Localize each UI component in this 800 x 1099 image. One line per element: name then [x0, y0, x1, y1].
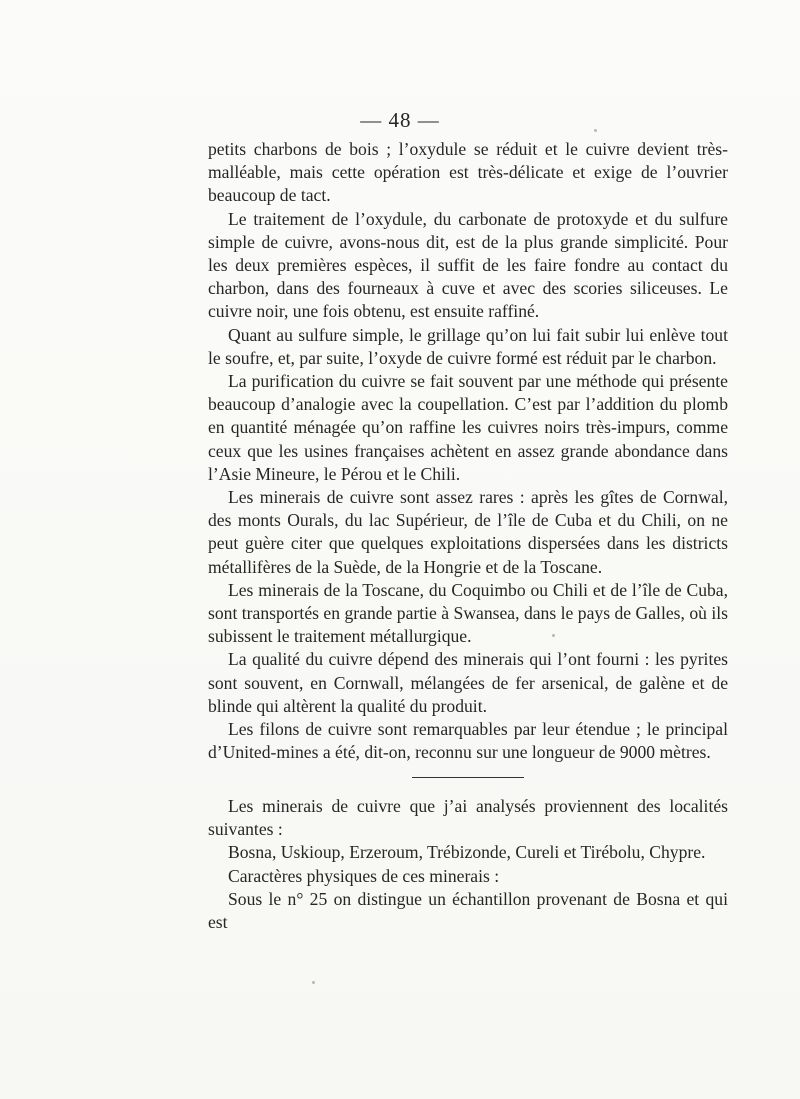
- paragraph-3: Quant au sulfure simple, le grillage qu’on lui fait subir lui enlève tout le soufre, et, par suite, l’oxyde de cuivre formé est réduit par le charbon.: [208, 324, 728, 368]
- paragraph-6: Les minerais de la Toscane, du Coquimbo ou Chili et de l’île de Cuba, sont transportés en grande partie à Swansea, dans le pays de Galles, où ils subissent le traitement métallurgique.: [208, 579, 728, 647]
- scan-speck: [594, 129, 597, 132]
- paragraph-12: Sous le n° 25 on distingue un échantillon provenant de Bosna et qui est: [208, 888, 728, 933]
- section-divider: [412, 777, 524, 778]
- paragraph-1: petits charbons de bois ; l’oxydule se réduit et le cuivre devient très-malléable, mais cette opération est très-délicate et exige de l’ouvrier beaucoup de tact.: [208, 139, 728, 206]
- paragraph-2: Le traitement de l’oxydule, du carbonate de protoxyde et du sulfure simple de cuivre, avons-nous dit, est de la plus grande simplicité. Pour les deux premières espèces, il suffit de les faire fondre au contact du charbon, dans des fourneaux à cuve et avec des scories siliceuses. Le cuivre noir, une fois obtenu, est ensuite raffiné.: [208, 208, 728, 322]
- body-text-section-1: [208, 138, 728, 764]
- page-number: — 48 —: [360, 108, 440, 132]
- paragraph-5: Les minerais de cuivre sont assez rares : après les gîtes de Cornwal, des monts Ourals, du lac Supérieur, de l’île de Cuba et du Chili, on ne peut guère citer que quelques exploitations dispersées dans les districts métallifères de la Suède, de la Hongrie et de la Toscane.: [208, 487, 728, 577]
- paragraph-7: La qualité du cuivre dépend des minerais qui l’ont fourni : les pyrites sont souvent, en Cornwall, mélangées de fer arsenical, de galène et de blinde qui altèrent la qualité du produit.: [208, 649, 728, 716]
- scan-speck: [552, 634, 555, 637]
- paragraph-4: La purification du cuivre se fait souvent par une méthode qui présente beaucoup d’analogie avec la coupellation. C’est par l’addition du plomb en quantité ménagée qu’on raffine les cuivres noirs très-impurs, comme ceux que les usines françaises achètent en assez grande abondance dans l’Asie Mineure, le Pérou et le Chili.: [208, 371, 728, 484]
- scan-speck: [312, 981, 315, 984]
- paragraph-9: Les minerais de cuivre que j’ai analysés proviennent des localités suivantes :: [208, 796, 728, 840]
- paragraph-8: Les filons de cuivre sont remarquables par leur étendue ; le principal d’United-mines a été, dit-on, reconnu sur une longueur de 9000 mètres.: [208, 719, 728, 763]
- paragraph-10: Bosna, Uskioup, Erzeroum, Trébizonde, Cureli et Tirébolu, Chypre.: [228, 842, 706, 863]
- paragraph-11: Caractères physiques de ces minerais :: [228, 865, 500, 886]
- body-text-section-2: [208, 795, 728, 934]
